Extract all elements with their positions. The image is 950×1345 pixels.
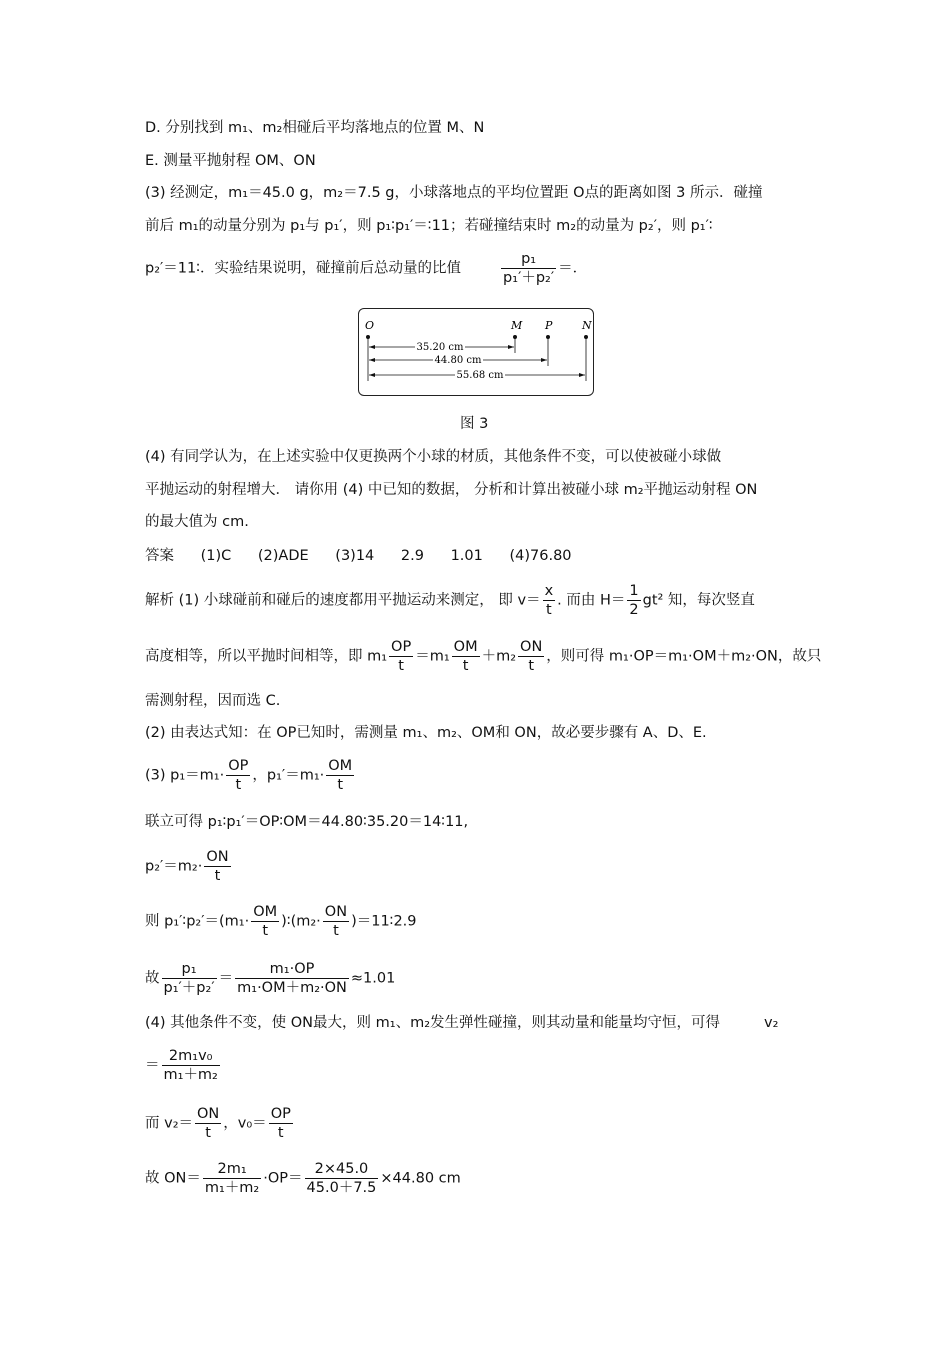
analysis-line-5: (3) p₁＝m₁· $\frac{OP}{t}$ ，p₁′＝m₁· $\frac{OM}{t}$ [145, 758, 353, 793]
analysis-line-3: 需测射程，因而选 C. [145, 693, 281, 709]
dim-label-op: 44.80 cm [434, 355, 482, 366]
question-4-line-2: 平抛运动的射程增大． 请你用 (4) 中已知的数据， 分析和计算出被碰小球 m₂平抛运动射程 ON [145, 482, 758, 498]
fraction-x-over-t: $\frac{x}{t}$ [544, 583, 554, 618]
fraction-one-half: $\frac{1}{2}$ [629, 583, 639, 618]
point-label-n: N [582, 319, 592, 332]
option-e: E. 测量平抛射程 OM、ON [145, 153, 316, 169]
point-label-p: P [545, 319, 553, 332]
analysis-line-10: (4) 其他条件不变，使 ON最大，则 m₁、m₂发生弹性碰撞，则其动量和能量均守恒，可得 v₂ [145, 1015, 779, 1031]
question-3-line-2: 前后 m₁的动量分别为 p₁与 p₁′，则 p₁∶p₁′＝∶11；若碰撞结束时 m₂的动量为 p₂′，则 p₁′∶ [145, 218, 713, 234]
question-4-line-3: 的最大值为 cm. [145, 514, 249, 530]
analysis-line-7: p₂′＝m₂· $\frac{ON}{t}$ [145, 849, 229, 884]
analysis-line-4: (2) 由表达式知：在 OP已知时，需测量 m₁、m₂、OM和 ON，故必要步骤有 A、D、E. [145, 725, 707, 741]
analysis-line-9: 故 $\frac{\text{p₁}}{\text{p₁′＋p₂′}}$ ＝ $\frac{\text{m₁·OP}}{\text{m₁·OM＋m₂·ON}}$ ≈1.01 [145, 961, 396, 996]
point-label-m: M [511, 319, 523, 332]
dim-label-on: 55.68 cm [456, 370, 504, 381]
analysis-line-11: ＝ $\frac{\text{2m₁v₀}}{\text{m₁＋m₂}}$ [145, 1048, 218, 1083]
figure-caption: 图 3 [460, 416, 489, 432]
analysis-line-8: 则 p₁′∶p₂′＝(m₁· $\frac{OM}{t}$ )∶(m₂· $\frac{ON}{t}$ )＝11∶2.9 [145, 904, 417, 939]
analysis-line-13: 故 ON＝ $\frac{\text{2m₁}}{\text{m₁＋m₂}}$ ·OP＝ $\frac{2\times 45.0}{45.0+7.5}$ ×44.80 cm [145, 1161, 461, 1196]
question-3-line-3: p₂′＝11∶．实验结果说明，碰撞前后总动量的比值 $\frac{\text{p₁}}{\text{p₁′＋p₂′}}$ ＝． [145, 251, 588, 286]
figure-3-diagram [358, 308, 594, 396]
analysis-line-6: 联立可得 p₁∶p₁′＝OP∶OM＝44.80∶35.20＝14∶11, [145, 814, 469, 830]
option-d: D. 分别找到 m₁、m₂相碰后平均落地点的位置 M、N [145, 120, 485, 136]
question-4-line-1: (4) 有同学认为，在上述实验中仅更换两个小球的材质，其他条件不变，可以使被碰小球做 [145, 449, 722, 465]
analysis-line-2: 高度相等，所以平抛时间相等，即 m₁ $\frac{OP}{t}$ ＝m₁ $\frac{OM}{t}$ ＋m₂ $\frac{ON}{t}$ ，则可得 m₁·OP＝m₁·OM＋m₂·ON，故只 [145, 639, 822, 674]
dim-label-om: 35.20 cm [416, 342, 464, 353]
answer-line: 答案 (1)C (2)ADE (3)14 2.9 1.01 (4)76.80 [145, 548, 572, 564]
point-label-o: O [365, 319, 375, 332]
answer-label: 答案 [145, 548, 174, 564]
analysis-line-12: 而 v₂＝ $\frac{ON}{t}$ ，v₀＝ $\frac{OP}{t}$ [145, 1106, 291, 1141]
momentum-ratio-fraction: $\frac{\text{p₁}}{\text{p₁′＋p₂′}}$ [503, 251, 555, 286]
analysis-line-1: 解析 (1) 小球碰前和碰后的速度都用平抛运动来测定， 即 v＝ $\frac{x}{t}$ . 而由 H＝ $\frac{1}{2}$ gt² 知，每次竖直 [145, 583, 755, 618]
question-3-line-1: (3) 经测定，m₁＝45.0 g，m₂＝7.5 g，小球落地点的平均位置距 O点的距离如图 3 所示．碰撞 [145, 185, 763, 201]
